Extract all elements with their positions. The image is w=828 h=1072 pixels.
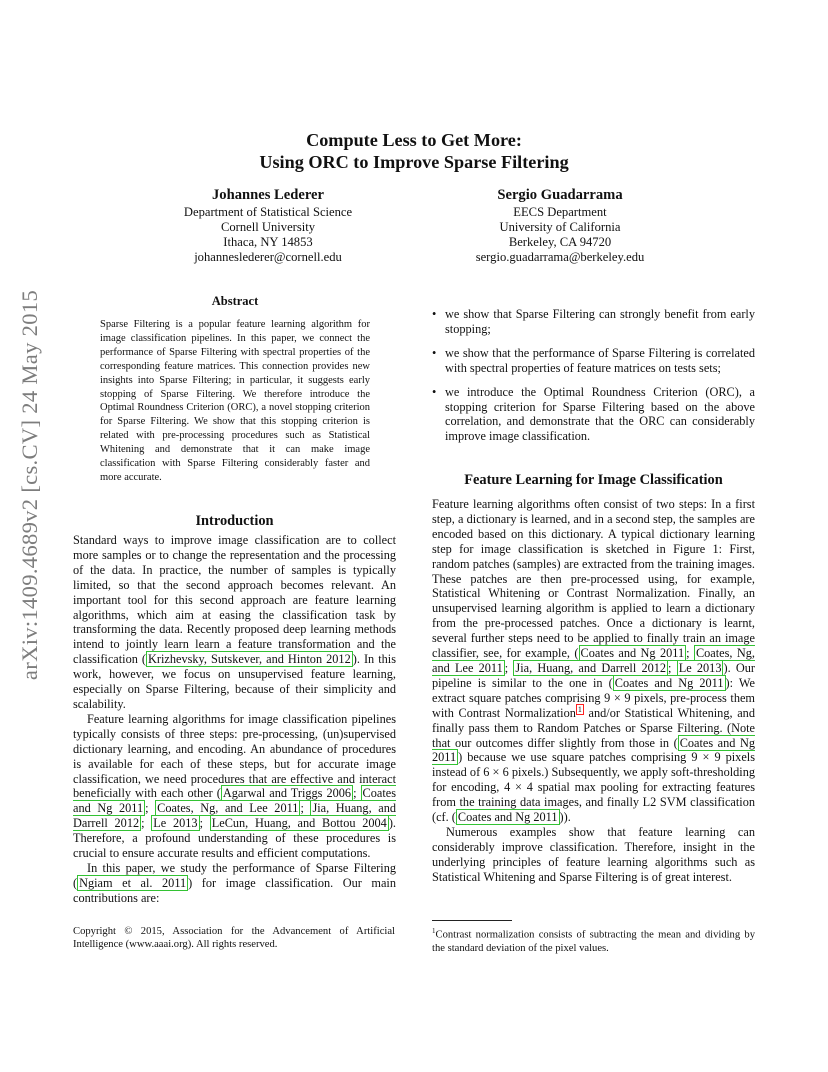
- author-addr: Berkeley, CA 94720: [508, 235, 612, 249]
- text-run: ). Therefore, a profound understanding of these procedures is crucial to ensure accurate results and efficient computations.: [73, 816, 396, 861]
- fl-paragraph-1: [432, 497, 755, 825]
- text-run: ;: [353, 786, 361, 801]
- text-run: Feature learning algorithms often consist of two steps: In a first step, a dictionary is learned, and in a second step, the samples are encoded based on this dictionary. A typical dictionary learning step for image classification is sketched in Figure 1: First, random patches (samples) are extracted from the training images. These patches are then pre-processed using, for example, Statistical Whitening or Contrast Normalization. Finally, an unsupervised learning algorithm is applied to learn a dictionary from the pre-processed patches. Once a dictionary is learnt, several further steps need to be applied to finally train an image classifier, see, for example, (: [432, 497, 755, 661]
- footnote-ref-link[interactable]: 1: [577, 704, 582, 714]
- intro-paragraph-1: [73, 533, 396, 712]
- text-run: )).: [559, 810, 571, 825]
- text-run: ;: [141, 816, 152, 831]
- contribution-item: • we introduce the Optimal Roundness Criterion (ORC), a stopping criterion for Sparse Filtering based on the above correlation, and demonstrate that the ORC can considerably improve image classification.: [432, 385, 755, 445]
- citation-link[interactable]: Coates and Ng 2011: [614, 675, 724, 690]
- contribution-item: • we show that the performance of Sparse Filtering is correlated with spectral properties of feature matrices on tests sets;: [432, 346, 755, 376]
- intro-paragraph-2: [73, 712, 396, 861]
- author-name: Sergio Guadarrama: [497, 187, 623, 203]
- text-run: ). In this work, however, we focus on unsupervised feature learning, especially on Sparse Filtering, because of their simplicity and scalability.: [73, 652, 396, 711]
- footnote: [432, 925, 755, 955]
- copyright-notice: Copyright © 2015, Association for the Advancement of Artificial Intelligence (www.aaai.org). All rights reserved.: [73, 926, 395, 951]
- fl-paragraph-2: Numerous examples show that feature learning can considerably improve classification. Therefore, insight in the underlying principles of feature learning algorithms such as Statistical Whitening and Sparse Filtering is of great interest.: [432, 824, 755, 884]
- contributions-list: [432, 307, 755, 453]
- footnote-rule: [432, 920, 512, 921]
- abstract-text: Sparse Filtering is a popular feature learning algorithm for image classification pipelines. In this paper, we connect the performance of Sparse Filtering with spectral properties of the corresponding feature matrices. This connection provides new insights into Sparse Filtering; in particular, it suggests early stopping of Sparse Filtering. We therefore introduce the Optimal Roundness Criterion (ORC), a novel stopping criterion for Sparse Filtering. We show that this stopping criterion is related with pre-processing procedures such as Statistical Whitening and demonstrate that it can make image classification with Sparse Filtering considerably faster and more accurate.: [100, 319, 370, 483]
- text-run: In this paper, we study the performance of Sparse Filtering (: [73, 860, 396, 890]
- text-run: ): We extract square patches comprising 9 × 9 pixels, pre-process them with Contrast Normalization: [432, 675, 755, 720]
- citation-link[interactable]: Coates and Ng 2011: [432, 735, 755, 765]
- abstract-heading: Abstract: [211, 294, 259, 308]
- footnote-text: Contrast normalization consists of subtracting the mean and dividing by the standard deviation of the pixel values.: [432, 929, 755, 954]
- title-line-1: Compute Less to Get More:: [306, 130, 522, 150]
- citation-link[interactable]: Ngiam et al. 2011: [79, 875, 187, 890]
- citation-link[interactable]: Coates and Ng 2011: [580, 646, 685, 661]
- paper-title: [0, 129, 828, 173]
- citation-link[interactable]: Krizhevsky, Sutskever, and Hinton 2012: [148, 652, 351, 667]
- text-run: ;: [199, 816, 210, 831]
- text-run: ) for image classification. Our main contributions are:: [73, 875, 396, 905]
- citation-link[interactable]: Le 2013: [153, 816, 198, 831]
- text-run: ). Our pipeline is similar to the one in (: [432, 660, 755, 690]
- footnote-mark: 1: [432, 927, 436, 935]
- author-block-1: [118, 186, 418, 265]
- introduction-heading: Introduction: [195, 513, 274, 529]
- text-run: Feature learning algorithms for image classification pipelines typically consists of three steps: pre-processing, (un)supervised dictionary learning, and encoding. An abundance of procedures is available for each of these steps, but for accurate image classification, we need procedures that are effective and interact beneficially with each other (: [73, 711, 396, 801]
- text-run: ;: [504, 660, 514, 675]
- text-run: ;: [686, 646, 694, 661]
- feature-learning-heading: Feature Learning for Image Classification: [464, 472, 723, 488]
- author-dept: EECS Department: [513, 205, 607, 219]
- arxiv-id: arXiv:1409.4689v2 [cs.CV] 24 May 2015: [17, 289, 42, 681]
- text-run: ;: [300, 801, 311, 816]
- contribution-item: • we show that Sparse Filtering can strongly benefit from early stopping;: [432, 307, 755, 337]
- citation-link[interactable]: Jia, Huang, and Darrell 2012: [73, 801, 396, 831]
- arxiv-stamp: [14, 285, 46, 685]
- title-line-2: Using ORC to Improve Sparse Filtering: [259, 152, 569, 172]
- intro-paragraph-3: [73, 861, 396, 906]
- author-email: sergio.guadarrama@berkeley.edu: [475, 250, 645, 264]
- text-run: ) because we use square patches comprising 9 × 9 pixels instead of 6 × 6 pixels.) Subsequently, we apply soft-thresholding for encoding, 4 × 4 spatial max pooling for extracting features from the training data images, and finally L2 SVM classification (cf. (: [432, 750, 755, 825]
- citation-link[interactable]: Coates, Ng, and Lee 2011: [432, 646, 755, 675]
- author-block-2: [410, 186, 710, 265]
- citation-link[interactable]: Le 2013: [678, 660, 722, 675]
- text-run: ;: [145, 801, 156, 816]
- text-run: ;: [668, 660, 677, 675]
- author-name: Johannes Lederer: [211, 187, 325, 203]
- citation-link[interactable]: Agarwal and Triggs 2006: [222, 786, 352, 801]
- text-run: Standard ways to improve image classification are to collect more samples or to change the representation and the processing of the data. In practice, the number of samples is typically limited, so that the second approach becomes relevant. An important tool for this second approach are feature learning algorithms, which aim at easing the classification task by transforming the data. Recently proposed deep learning methods intend to jointly learn learn a feature transformation and the classification (: [73, 533, 396, 667]
- author-univ: University of California: [499, 220, 621, 234]
- citation-link[interactable]: Jia, Huang, and Darrell 2012: [515, 660, 667, 675]
- citation-link[interactable]: Coates, Ng, and Lee 2011: [157, 801, 299, 816]
- author-email: johanneslederer@cornell.edu: [194, 250, 342, 264]
- author-univ: Cornell University: [220, 220, 316, 234]
- author-dept: Department of Statistical Science: [183, 205, 353, 219]
- feature-learning-body: [432, 497, 755, 885]
- text-run: and/or Statistical Whitening, and finally pass them to Random Patches or Sparse Filtering. (Note that our outcomes differ slightly from those in (: [432, 705, 755, 750]
- citation-link[interactable]: Coates and Ng 2011: [73, 786, 396, 816]
- citation-link[interactable]: LeCun, Huang, and Bottou 2004: [211, 816, 387, 831]
- author-addr: Ithaca, NY 14853: [223, 235, 313, 249]
- citation-link[interactable]: Coates and Ng 2011: [457, 810, 558, 825]
- introduction-body: [73, 533, 396, 906]
